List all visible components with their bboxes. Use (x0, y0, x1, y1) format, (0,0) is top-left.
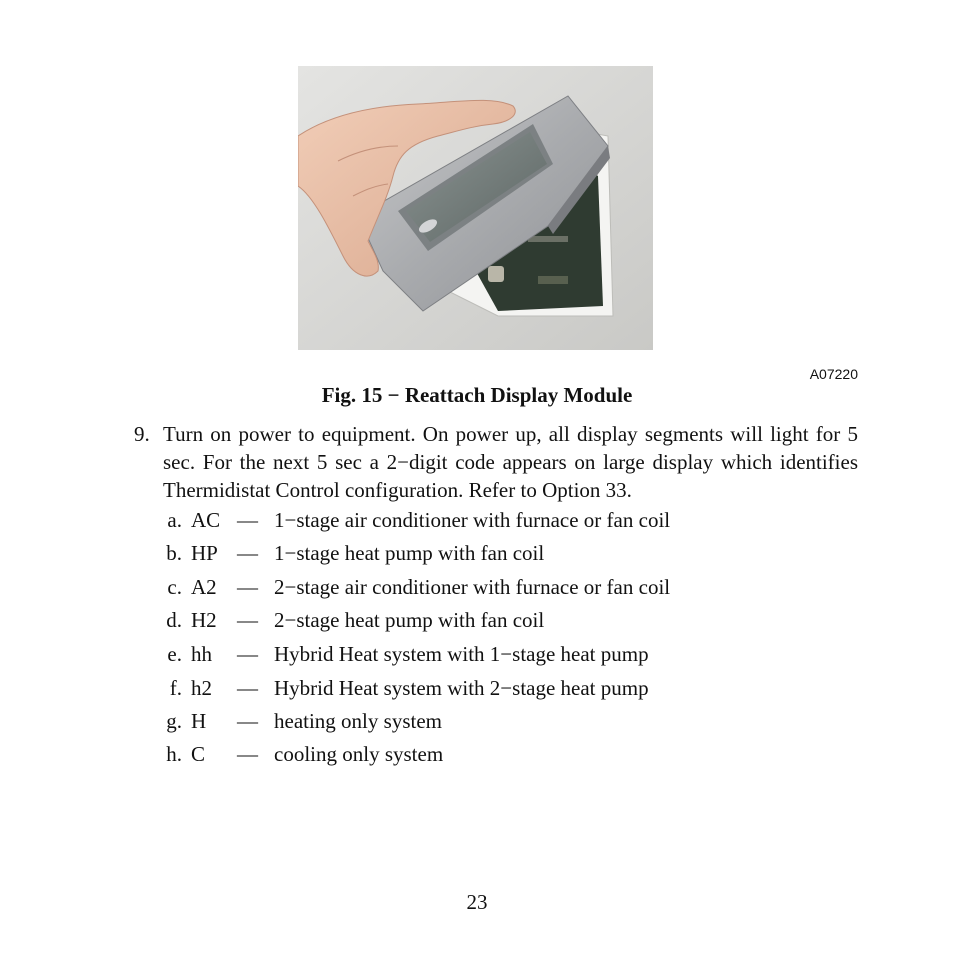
list-item-code: A2 (191, 575, 217, 599)
list-item-description: heating only system (274, 709, 442, 733)
list-item-code: H2 (191, 608, 217, 632)
figure-photo (298, 66, 653, 350)
list-item-letter: g. (166, 709, 182, 733)
list-item-letter: f. (169, 676, 182, 700)
list-item (0, 541, 954, 569)
step-text: Turn on power to equipment. On power up, all display segments will light for 5 sec. For the next 5 sec a 2−digit code appears on large display which identifies Thermidistat Control configuration. Refer to Option 33. (163, 422, 858, 502)
list-item-description: cooling only system (274, 742, 444, 766)
list-item-description: Hybrid Heat system with 2−stage heat pump (274, 676, 649, 700)
step-number: 9. (134, 422, 150, 446)
list-item-dash: — (237, 608, 258, 632)
list-item (0, 676, 954, 704)
list-item-code: HP (191, 541, 218, 565)
list-item-letter: d. (166, 608, 182, 632)
page-number: 23 (466, 890, 488, 914)
list-item (0, 642, 954, 670)
list-item (0, 742, 954, 770)
list-item-dash: — (237, 575, 258, 599)
list-item-dash: — (237, 541, 258, 565)
list-item-dash: — (237, 709, 258, 733)
list-item-code: AC (191, 508, 221, 532)
list-item-code: C (191, 742, 206, 766)
list-item-dash: — (237, 642, 258, 666)
list-item-description: 1−stage air conditioner with furnace or fan coil (274, 508, 671, 532)
list-item-code: H (191, 709, 207, 733)
list-item-description: 2−stage air conditioner with furnace or fan coil (274, 575, 671, 599)
list-item-description: Hybrid Heat system with 1−stage heat pump (274, 642, 649, 666)
list-item-code: h2 (191, 676, 212, 700)
list-item (0, 508, 954, 536)
list-item-dash: — (237, 508, 258, 532)
list-item-description: 1−stage heat pump with fan coil (274, 541, 545, 565)
list-item-description: 2−stage heat pump with fan coil (274, 608, 545, 632)
list-item-dash: — (237, 676, 258, 700)
list-item-letter: c. (167, 575, 182, 599)
list-item-letter: e. (167, 642, 182, 666)
list-item-code: hh (191, 642, 212, 666)
figure-caption: Fig. 15 − Reattach Display Module (321, 383, 633, 407)
list-item-letter: h. (166, 742, 182, 766)
list-item (0, 608, 954, 636)
step-9 (134, 420, 858, 504)
list-item-dash: — (237, 742, 258, 766)
list-item-letter: b. (166, 541, 182, 565)
list-item-letter: a. (167, 508, 182, 532)
figure-code: A07220 (809, 366, 858, 382)
list-item (0, 575, 954, 603)
list-item (0, 709, 954, 737)
